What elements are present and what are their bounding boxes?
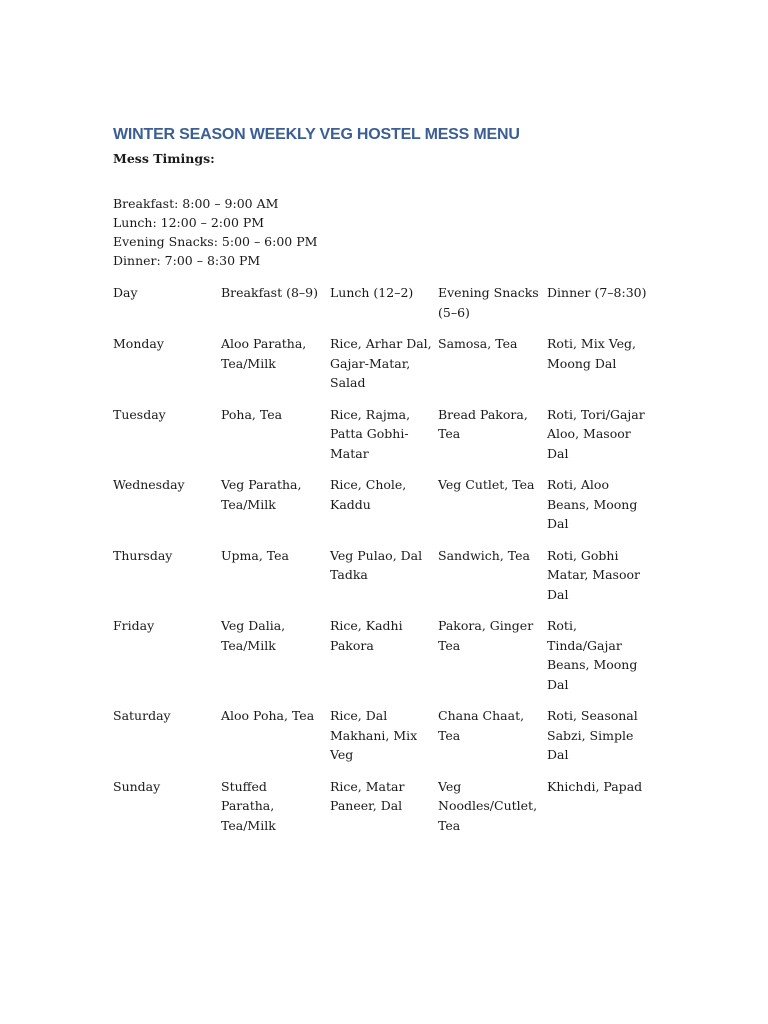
cell-dinner: Roti, Aloo Beans, Moong Dal	[547, 477, 638, 531]
cell-evening-snacks: Veg Noodles/Cutlet, Tea	[438, 778, 538, 833]
cell-evening-snacks: Samosa, Tea	[438, 336, 518, 351]
header-evening-snacks: Evening Snacks (5–6)	[438, 285, 539, 320]
document-page	[113, 124, 658, 847]
cell-lunch: Rice, Matar Paneer, Dal	[330, 778, 405, 813]
cell-day: Friday	[113, 618, 155, 633]
cell-breakfast: Aloo Poha, Tea	[221, 708, 315, 723]
cell-dinner: Khichdi, Papad	[547, 778, 643, 794]
cell-evening-snacks: Pakora, Ginger Tea	[438, 618, 534, 653]
cell-breakfast: Veg Dalia, Tea/Milk	[221, 618, 286, 653]
weekly-menu-table	[113, 283, 658, 847]
cell-lunch: Rice, Rajma, Patta Gobhi-Matar	[330, 406, 411, 461]
cell-evening-snacks: Veg Cutlet, Tea	[438, 477, 535, 492]
mess-timings-heading: Mess Timings:	[113, 151, 215, 166]
cell-dinner: Roti, Mix Veg, Moong Dal	[547, 336, 636, 371]
cell-lunch: Rice, Arhar Dal, Gajar-Matar, Salad	[330, 336, 432, 390]
timing-breakfast: Breakfast: 8:00 – 9:00 AM	[113, 196, 279, 211]
table-row	[113, 616, 658, 706]
header-breakfast: Breakfast (8–9)	[221, 285, 318, 300]
table-header-row	[113, 283, 658, 334]
cell-breakfast: Aloo Paratha, Tea/Milk	[221, 336, 307, 371]
mess-timings-list	[113, 194, 658, 270]
cell-dinner: Roti, Tori/Gajar Aloo, Masoor Dal	[547, 406, 645, 461]
table-row	[113, 546, 658, 617]
header-day: Day	[113, 285, 138, 300]
cell-breakfast: Stuffed Paratha, Tea/Milk	[221, 778, 276, 833]
cell-lunch: Rice, Kadhi Pakora	[330, 618, 403, 653]
cell-day: Monday	[113, 336, 164, 351]
cell-dinner: Roti, Gobhi Matar, Masoor Dal	[547, 547, 640, 602]
cell-dinner: Roti, Seasonal Sabzi, Simple Dal	[547, 708, 638, 762]
cell-lunch: Veg Pulao, Dal Tadka	[330, 547, 423, 582]
cell-lunch: Rice, Chole, Kaddu	[330, 477, 407, 512]
table-row	[113, 334, 658, 405]
cell-evening-snacks: Bread Pakora, Tea	[438, 406, 528, 441]
header-dinner: Dinner (7–8:30)	[547, 285, 647, 300]
cell-day: Saturday	[113, 708, 171, 723]
table-row	[113, 777, 658, 848]
document-title: WINTER SEASON WEEKLY VEG HOSTEL MESS MENU	[113, 126, 520, 143]
cell-breakfast: Upma, Tea	[221, 547, 290, 563]
cell-day: Thursday	[113, 547, 173, 563]
cell-day: Sunday	[113, 778, 161, 794]
cell-evening-snacks: Sandwich, Tea	[438, 547, 530, 563]
cell-evening-snacks: Chana Chaat, Tea	[438, 708, 525, 743]
timing-evening-snacks: Evening Snacks: 5:00 – 6:00 PM	[113, 234, 318, 249]
cell-day: Wednesday	[113, 477, 185, 492]
header-lunch: Lunch (12–2)	[330, 285, 414, 300]
cell-breakfast: Poha, Tea	[221, 406, 283, 422]
cell-lunch: Rice, Dal Makhani, Mix Veg	[330, 708, 418, 762]
table-row	[113, 475, 658, 546]
table-row	[113, 706, 658, 777]
timing-lunch: Lunch: 12:00 – 2:00 PM	[113, 215, 265, 230]
cell-breakfast: Veg Paratha, Tea/Milk	[221, 477, 302, 512]
cell-day: Tuesday	[113, 406, 166, 422]
timing-dinner: Dinner: 7:00 – 8:30 PM	[113, 253, 261, 268]
cell-dinner: Roti, Tinda/Gajar Beans, Moong Dal	[547, 618, 638, 692]
table-row	[113, 405, 658, 476]
